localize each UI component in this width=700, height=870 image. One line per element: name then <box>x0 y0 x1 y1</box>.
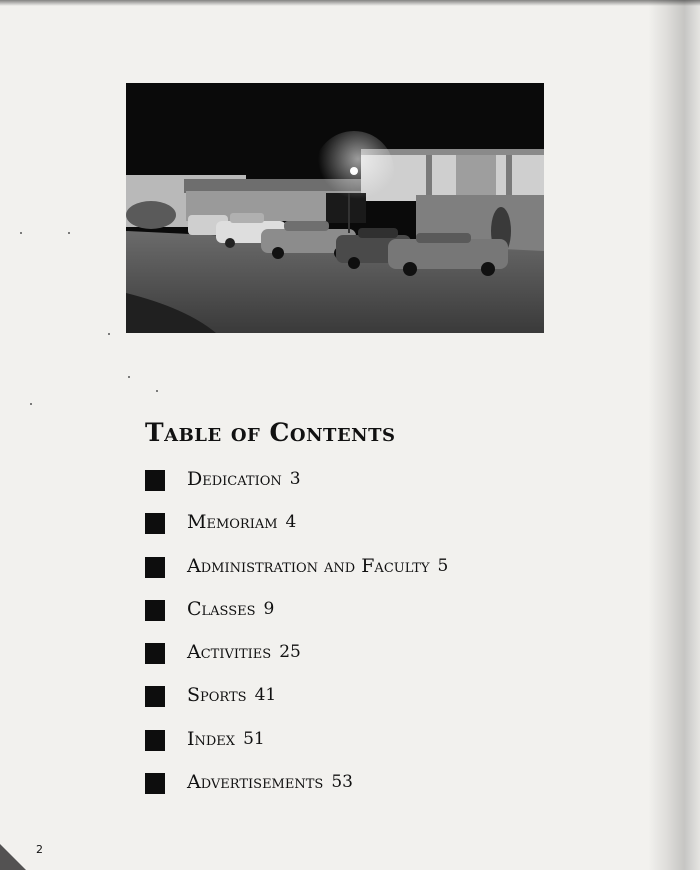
toc-item-page: 3 <box>289 469 301 489</box>
toc-title: Table of Contents <box>145 418 396 447</box>
toc-item-activities <box>145 641 605 684</box>
toc-item-label: Advertisements <box>187 771 324 794</box>
toc-item-page: 51 <box>243 728 265 749</box>
toc-item-page: 25 <box>279 642 301 663</box>
toc-item-label: Index <box>187 727 236 750</box>
square-bullet <box>145 643 165 664</box>
toc-item-label: Administration and Faculty <box>187 554 430 577</box>
scan-speck <box>68 232 70 234</box>
school-night-photo <box>126 83 544 333</box>
toc-item-classes <box>145 598 605 641</box>
toc-item-label: Activities <box>187 641 272 664</box>
toc-item-label: Classes <box>187 597 256 620</box>
toc-item-page: 4 <box>285 512 297 533</box>
toc-item-label: Dedication <box>187 468 282 490</box>
square-bullet <box>145 730 165 751</box>
scan-speck <box>128 376 130 378</box>
toc-item-administration <box>145 555 605 598</box>
scan-speck <box>156 390 158 392</box>
square-bullet <box>145 470 165 491</box>
toc-item-page: 9 <box>263 598 275 619</box>
toc-item-label: Memoriam <box>187 511 278 534</box>
toc-item-label: Sports <box>187 684 247 707</box>
square-bullet <box>145 513 165 534</box>
square-bullet <box>145 773 165 794</box>
toc-item-index <box>145 728 605 771</box>
square-bullet <box>145 557 165 578</box>
page-number: 2 <box>36 843 43 856</box>
photo-illustration <box>126 83 544 333</box>
scan-speck <box>108 333 110 335</box>
toc-item-memoriam <box>145 511 605 554</box>
toc-item-sports <box>145 684 605 727</box>
toc-item-page: 41 <box>254 685 277 706</box>
square-bullet <box>145 600 165 621</box>
square-bullet <box>145 686 165 707</box>
scan-speck <box>20 232 22 234</box>
page-top-edge <box>0 0 700 6</box>
scan-speck <box>30 403 32 405</box>
toc-list <box>145 468 605 814</box>
page-corner-fold <box>0 844 26 870</box>
toc-item-page: 5 <box>437 555 449 576</box>
toc-item-page: 53 <box>331 772 353 793</box>
toc-item-advertisements <box>145 771 605 814</box>
page-binding-shadow <box>648 0 700 870</box>
toc-item-dedication <box>145 468 605 511</box>
